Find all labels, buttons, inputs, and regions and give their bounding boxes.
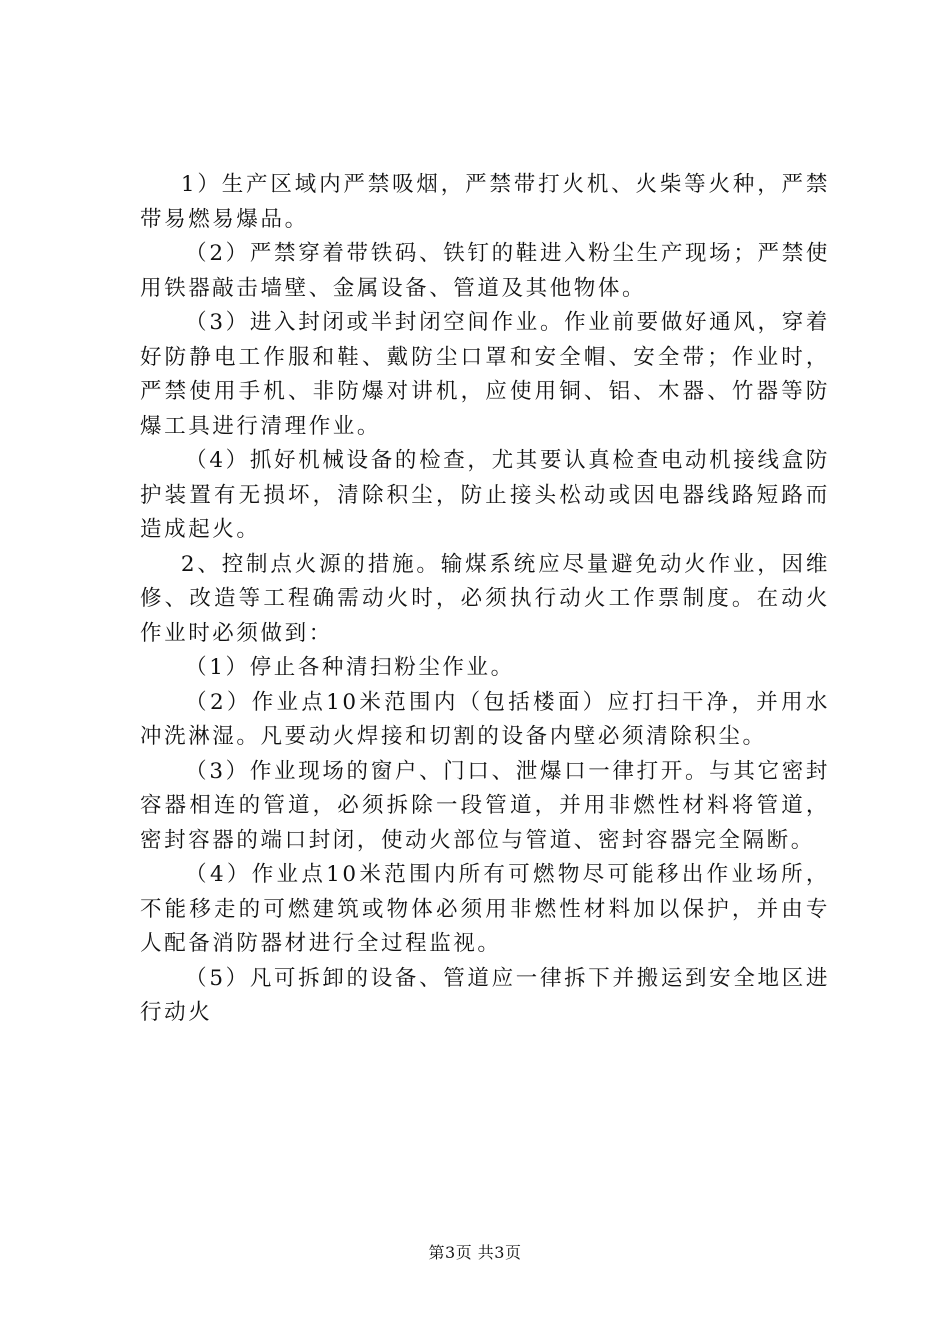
paragraph: （5）凡可拆卸的设备、管道应一律拆下并搬运到安全地区进行动火 — [140, 965, 830, 1025]
paragraph: （2）作业点10米范围内（包括楼面）应打扫干净，并用水冲洗淋湿。凡要动火焊接和切割的设备内壁必须清除积尘。 — [140, 689, 830, 749]
paragraph: （4）抓好机械设备的检查，尤其要认真检查电动机接线盒防护装置有无损坏，清除积尘，防止接头松动或因电器线路短路而造成起火。 — [140, 448, 830, 542]
paragraph: （2）严禁穿着带铁码、铁钉的鞋进入粉尘生产现场；严禁使用铁器敲击墙壁、金属设备、管道及其他物体。 — [140, 241, 830, 301]
paragraph: （1）停止各种清扫粉尘作业。 — [185, 655, 515, 680]
page-footer: 第3页 共3页 — [428, 1243, 522, 1262]
paragraph: （3）作业现场的窗户、门口、泄爆口一律打开。与其它密封容器相连的管道，必须拆除一段管道，并用非燃性材料将管道，密封容器的端口封闭，使动火部位与管道、密封容器完全隔断。 — [140, 758, 830, 853]
paragraph: （3）进入封闭或半封闭空间作业。作业前要做好通风，穿着好防静电工作服和鞋、戴防尘口罩和安全帽、安全带；作业时，严禁使用手机、非防爆对讲机，应使用铜、铝、木器、竹器等防爆工具进行清理作业。 — [140, 310, 830, 439]
document-body — [140, 168, 830, 1031]
paragraph: 2、控制点火源的措施。输煤系统应尽量避免动火作业，因维修、改造等工程确需动火时，必须执行动火工作票制度。在动火作业时必须做到： — [140, 551, 830, 646]
paragraph: （4）作业点10米范围内所有可燃物尽可能移出作业场所，不能移走的可燃建筑或物体必须用非燃性材料加以保护，并由专人配备消防器材进行全过程监视。 — [140, 862, 830, 956]
paragraph: 1）生产区域内严禁吸烟，严禁带打火机、火柴等火种，严禁带易燃易爆品。 — [140, 172, 830, 232]
